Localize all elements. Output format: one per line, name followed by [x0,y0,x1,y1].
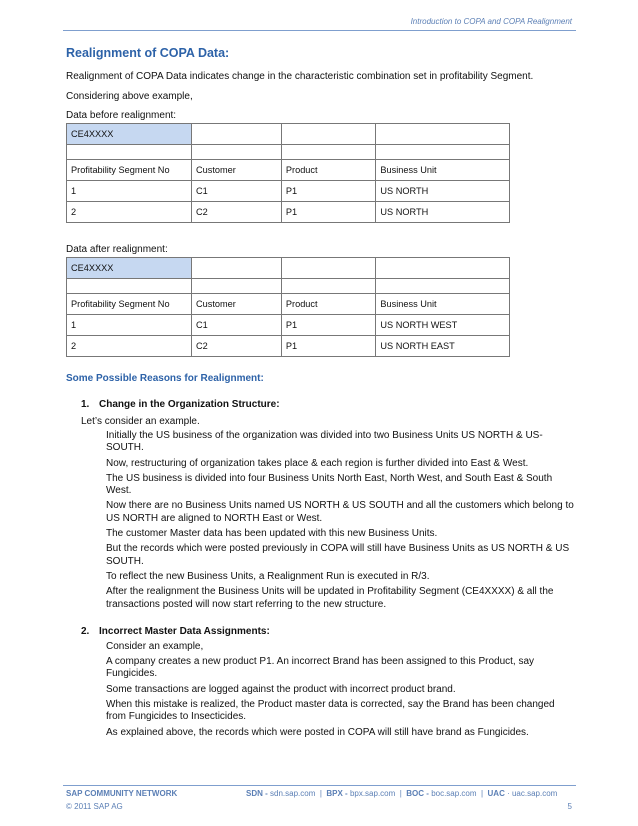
table-cell: US NORTH [376,181,510,202]
footer-link-bpx[interactable]: bpx.sap.com [349,789,396,798]
column-header: Customer [192,294,282,315]
reason-point: The customer Master data has been updated with this new Business Units. [106,528,438,540]
table-cell: 2 [67,202,192,223]
column-header: Customer [192,160,282,181]
table-cell: US NORTH WEST [376,315,510,336]
reason-point: A company creates a new product P1. An incorrect Brand has been assigned to this Product, say Fungicides. [106,656,535,680]
table-before [66,123,510,223]
table-cell: P1 [281,315,376,336]
reason-point: Initially the US business of the organization was divided into two Business Units US NORTH & US-SOUTH. [106,430,543,454]
reasons-heading: Some Possible Reasons for Realignment: [66,373,264,384]
table-header-row [67,294,510,315]
column-header: Business Unit [376,160,510,181]
reason-item-1 [81,398,574,611]
table-cell: C2 [192,202,282,223]
table-cell: C1 [192,181,282,202]
table-row [67,202,510,223]
footer-link-boc[interactable]: boc.sap.com [431,789,477,798]
table-row [67,315,510,336]
column-header: Business Unit [376,294,510,315]
column-header: Profitability Segment No [67,294,192,315]
reason-title [81,625,574,639]
table-cell: P1 [281,202,376,223]
after-label: Data after realignment: [66,244,168,255]
header-rule [63,30,576,31]
column-header: Product [281,294,376,315]
page-number: 5 [567,802,572,811]
table-cell: US NORTH [376,202,510,223]
reason-point: To reflect the new Business Units, a Realignment Run is executed in R/3. [106,570,430,582]
reason-point: As explained above, the records which were posted in COPA will still have brand as Fungicides. [106,726,529,738]
table-tag: CE4XXXX [67,124,192,145]
reason-number: 2. [81,625,90,637]
reason-title-text: Change in the Organization Structure: [99,399,280,410]
footer-links: SDN - sdn.sap.com | BPX - bpx.sap.com | BOC - boc.sap.com | UAC · uac.sap.com [246,789,558,798]
table-cell: C1 [192,315,282,336]
table-cell: C2 [192,336,282,357]
table-cell: 1 [67,315,192,336]
running-header: Introduction to COPA and COPA Realignment [410,17,572,26]
footer-link-sdn[interactable]: sdn.sap.com [270,789,316,798]
reason-number: 1. [81,399,90,410]
reason-title-text: Incorrect Master Data Assignments: [99,625,270,637]
table-header-row [67,160,510,181]
column-header: Product [281,160,376,181]
table-tag: CE4XXXX [67,258,192,279]
table-row [67,181,510,202]
reason-point: Some transactions are logged against the product with incorrect product brand. [106,683,456,695]
before-label: Data before realignment: [66,110,177,121]
table-cell: 2 [67,336,192,357]
reason-item-2 [81,625,574,739]
table-row [67,336,510,357]
table-cell: P1 [281,181,376,202]
table-cell: P1 [281,336,376,357]
footer-copyright: © 2011 SAP AG [66,802,123,811]
reason-point: Now, restructuring of organization takes place & each region is further divided into East & West. [106,457,529,469]
reason-lead: Let’s consider an example. [81,416,200,427]
footer-network [66,789,177,798]
reason-title [81,398,574,412]
reason-point: Now there are no Business Units named US NORTH & US SOUTH and all the customers which belong to US NORTH are aligned to NORTH East or West. [106,500,574,524]
footer-network-name: SAP COMMUNITY NETWORK [66,789,178,798]
footer-link-uac[interactable]: uac.sap.com [511,789,558,798]
section-title: Realignment of COPA Data: [66,46,230,60]
reason-point: The US business is divided into four Business Units North East, North West, and South East & South West. [106,472,553,497]
reason-point: When this mistake is realized, the Product master data is corrected, say the Brand has been changed from Fungicides to Insecticides. [106,699,555,723]
reason-point: Consider an example, [106,640,204,652]
table-cell: US NORTH EAST [376,336,510,357]
intro-paragraph: Realignment of COPA Data indicates change in the characteristic combination set in profitability Segment. [66,71,534,82]
footer-rule [63,785,576,786]
page-content [66,44,574,742]
table-cell: 1 [67,181,192,202]
example-line: Considering above example, [66,91,193,102]
column-header: Profitability Segment No [67,160,192,181]
reason-point: After the realignment the Business Units will be updated in Profitability Segment (CE4XXXX) & all the transactions posted will now start referring to the new structure. [106,586,554,610]
table-after [66,257,510,357]
reason-point: But the records which were posted previously in COPA will still have Business Units as US NORTH & US SOUTH. [106,543,570,567]
